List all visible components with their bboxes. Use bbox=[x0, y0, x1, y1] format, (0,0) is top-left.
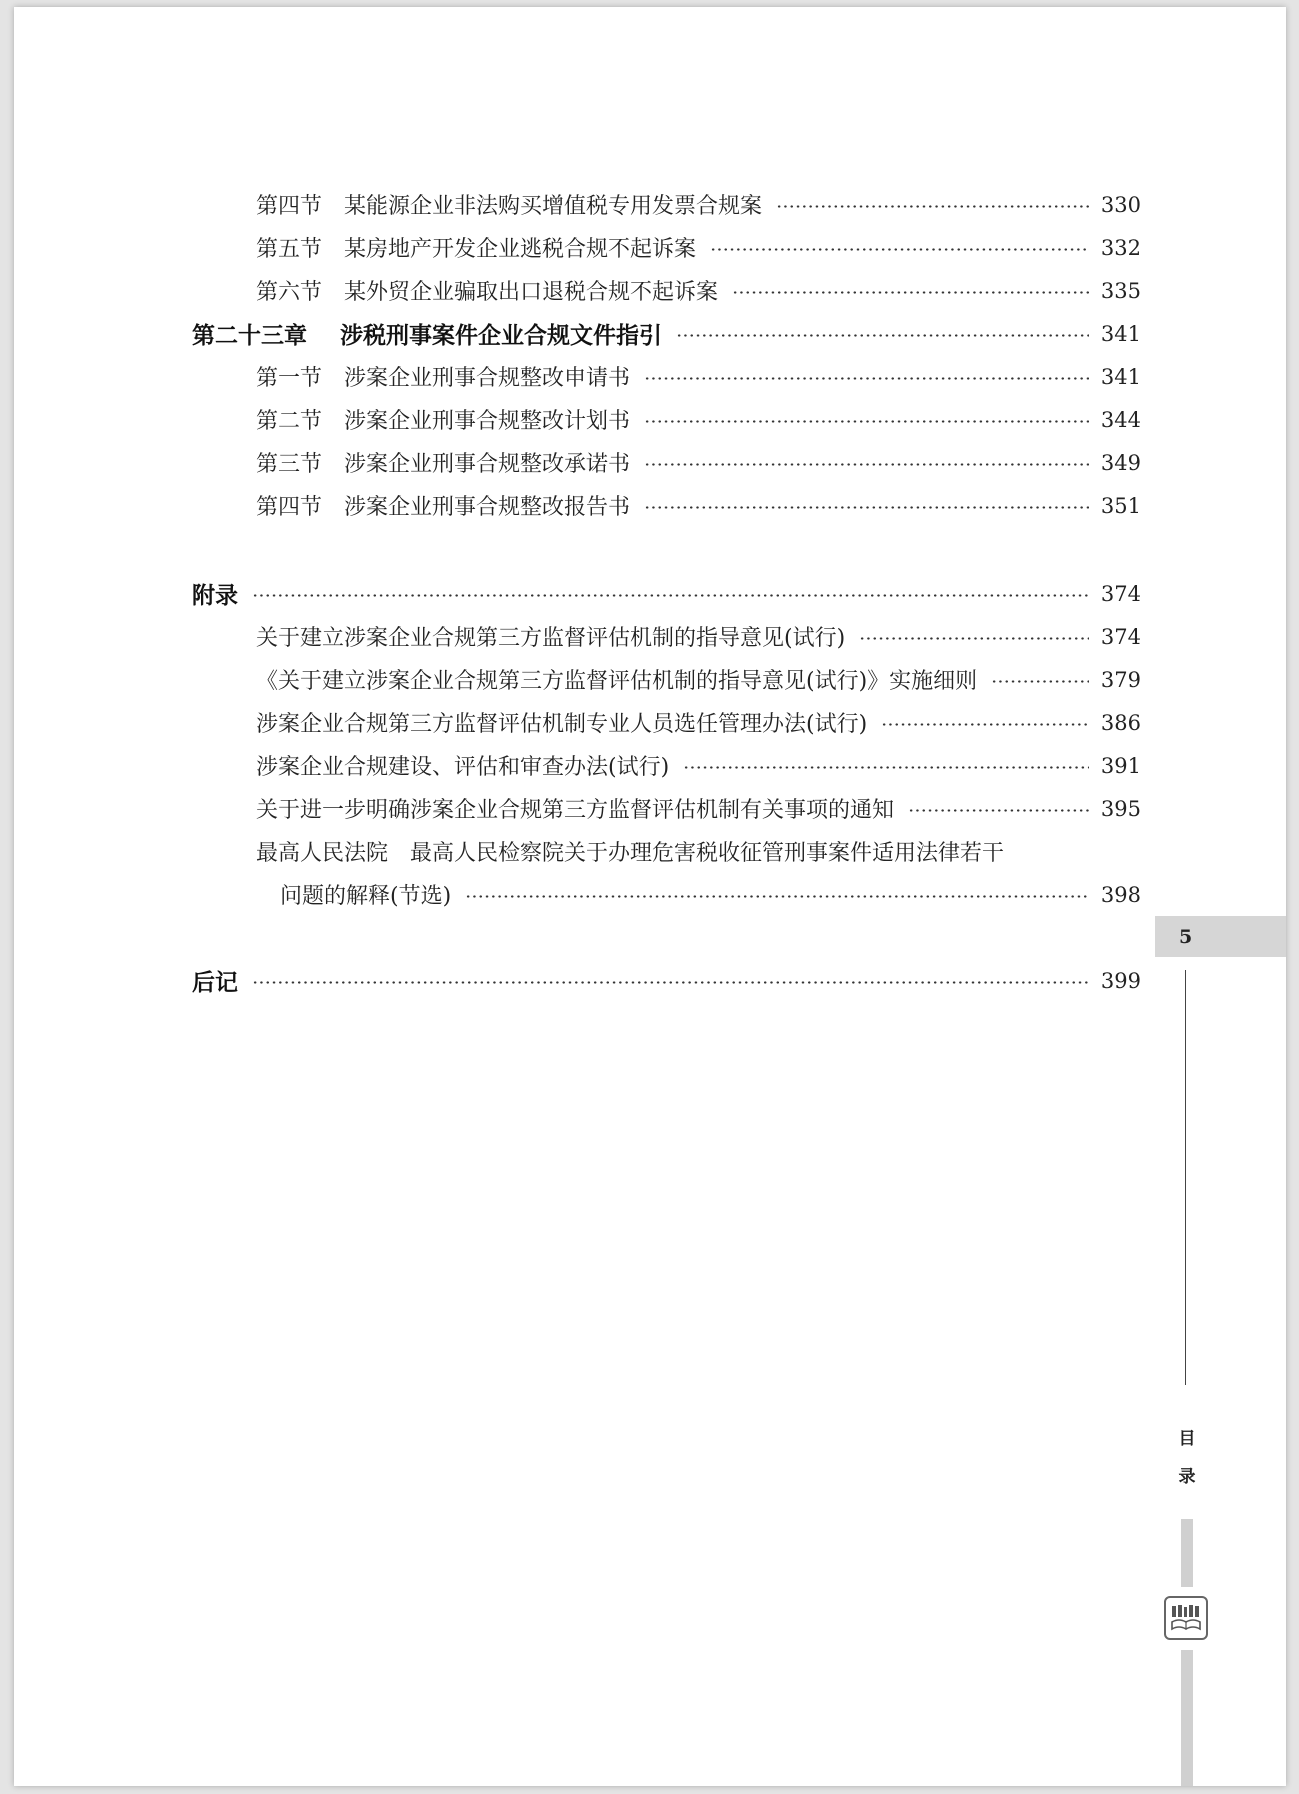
page-number: 351 bbox=[1100, 493, 1141, 518]
page-number: 344 bbox=[1100, 407, 1141, 432]
page-number: 349 bbox=[1100, 450, 1141, 475]
page-number: 399 bbox=[1100, 968, 1141, 993]
folio-number: 5 bbox=[1179, 925, 1193, 948]
side-section-label bbox=[1170, 1420, 1204, 1496]
appendix-item-title: 关于进一步明确涉案企业合规第三方监督评估机制有关事项的通知 bbox=[256, 798, 895, 823]
toc-appendix-item[interactable] bbox=[192, 744, 1141, 787]
appendix-item-title: 涉案企业合规建设、评估和审查办法(试行) bbox=[256, 755, 670, 780]
section-number: 第三节 bbox=[256, 452, 323, 477]
section-number: 第五节 bbox=[256, 237, 323, 262]
dot-leader bbox=[908, 809, 1089, 812]
page-number: 330 bbox=[1100, 192, 1141, 217]
toc-appendix-item[interactable] bbox=[192, 701, 1141, 744]
dot-leader bbox=[710, 248, 1089, 251]
chapter-title: 涉税刑事案件企业合规文件指引 bbox=[340, 323, 662, 349]
dot-leader bbox=[991, 680, 1089, 683]
appendix-item-title: 《关于建立涉案企业合规第三方监督评估机制的指导意见(试行)》实施细则 bbox=[256, 669, 978, 694]
section-title: 涉案企业刑事合规整改申请书 bbox=[344, 366, 631, 391]
toc-row[interactable] bbox=[192, 398, 1141, 441]
book-icon bbox=[1164, 1596, 1208, 1640]
dot-leader bbox=[776, 205, 1089, 208]
toc-appendix-item[interactable] bbox=[192, 830, 1141, 873]
dot-leader bbox=[859, 637, 1089, 640]
side-bar-lower bbox=[1181, 1650, 1193, 1786]
dot-leader bbox=[644, 506, 1089, 509]
side-bar-upper bbox=[1181, 1519, 1193, 1587]
page-number: 395 bbox=[1100, 796, 1141, 821]
dot-leader bbox=[732, 291, 1089, 294]
dot-leader bbox=[252, 981, 1089, 984]
toc-appendix-item[interactable] bbox=[192, 787, 1141, 830]
section-title: 某房地产开发企业逃税合规不起诉案 bbox=[344, 237, 697, 262]
toc-chapter-row[interactable] bbox=[192, 312, 1141, 355]
toc-appendix-item[interactable] bbox=[192, 658, 1141, 701]
page-number: 341 bbox=[1100, 364, 1141, 389]
appendix-title: 附录 bbox=[192, 583, 238, 609]
appendix-item-title: 关于建立涉案企业合规第三方监督评估机制的指导意见(试行) bbox=[256, 626, 846, 651]
section-number: 第六节 bbox=[256, 280, 323, 305]
dot-leader bbox=[676, 334, 1089, 337]
section-number: 第一节 bbox=[256, 366, 323, 391]
dot-leader bbox=[644, 420, 1089, 423]
dot-leader bbox=[644, 377, 1089, 380]
section-title: 涉案企业刑事合规整改承诺书 bbox=[344, 452, 631, 477]
appendix-item-title: 最高人民法院 最高人民检察院关于办理危害税收征管刑事案件适用法律若干 bbox=[256, 841, 1005, 866]
dot-leader bbox=[252, 594, 1089, 597]
appendix-item-title-continuation: 问题的解释(节选) bbox=[280, 884, 452, 909]
toc-afterword-row[interactable] bbox=[192, 959, 1141, 1002]
section-title: 涉案企业刑事合规整改报告书 bbox=[344, 495, 631, 520]
page-number: 374 bbox=[1100, 581, 1141, 606]
dot-leader bbox=[881, 723, 1089, 726]
page-number: 391 bbox=[1100, 753, 1141, 778]
page-number-tab bbox=[1155, 916, 1286, 957]
appendix-item-title: 涉案企业合规第三方监督评估机制专业人员选任管理办法(试行) bbox=[256, 712, 868, 737]
section-number: 第二节 bbox=[256, 409, 323, 434]
toc-appendix-row[interactable] bbox=[192, 572, 1141, 615]
page-number: 332 bbox=[1100, 235, 1141, 260]
toc-row[interactable] bbox=[192, 441, 1141, 484]
dot-leader bbox=[465, 895, 1089, 898]
side-label-char: 目 bbox=[1178, 1429, 1196, 1449]
page-number: 379 bbox=[1100, 667, 1141, 692]
page-number: 335 bbox=[1100, 278, 1141, 303]
toc-row[interactable] bbox=[192, 484, 1141, 527]
toc-row[interactable] bbox=[192, 269, 1141, 312]
toc-row[interactable] bbox=[192, 355, 1141, 398]
page-number: 341 bbox=[1100, 321, 1141, 346]
section-title: 某能源企业非法购买增值税专用发票合规案 bbox=[344, 194, 763, 219]
toc-row[interactable] bbox=[192, 226, 1141, 269]
side-divider-line bbox=[1185, 970, 1186, 1385]
page-number: 386 bbox=[1100, 710, 1141, 735]
dot-leader bbox=[683, 766, 1089, 769]
section-title: 某外贸企业骗取出口退税合规不起诉案 bbox=[344, 280, 719, 305]
chapter-number: 第二十三章 bbox=[192, 323, 307, 349]
toc-appendix-item[interactable] bbox=[192, 615, 1141, 658]
page-number: 374 bbox=[1100, 624, 1141, 649]
afterword-title: 后记 bbox=[192, 970, 238, 996]
toc-appendix-item-continuation[interactable] bbox=[192, 873, 1141, 916]
toc-row[interactable] bbox=[192, 183, 1141, 226]
page-number: 398 bbox=[1100, 882, 1141, 907]
document-page bbox=[14, 7, 1286, 1786]
dot-leader bbox=[644, 463, 1089, 466]
section-number: 第四节 bbox=[256, 495, 323, 520]
section-title: 涉案企业刑事合规整改计划书 bbox=[344, 409, 631, 434]
section-number: 第四节 bbox=[256, 194, 323, 219]
side-label-char: 录 bbox=[1178, 1467, 1196, 1487]
